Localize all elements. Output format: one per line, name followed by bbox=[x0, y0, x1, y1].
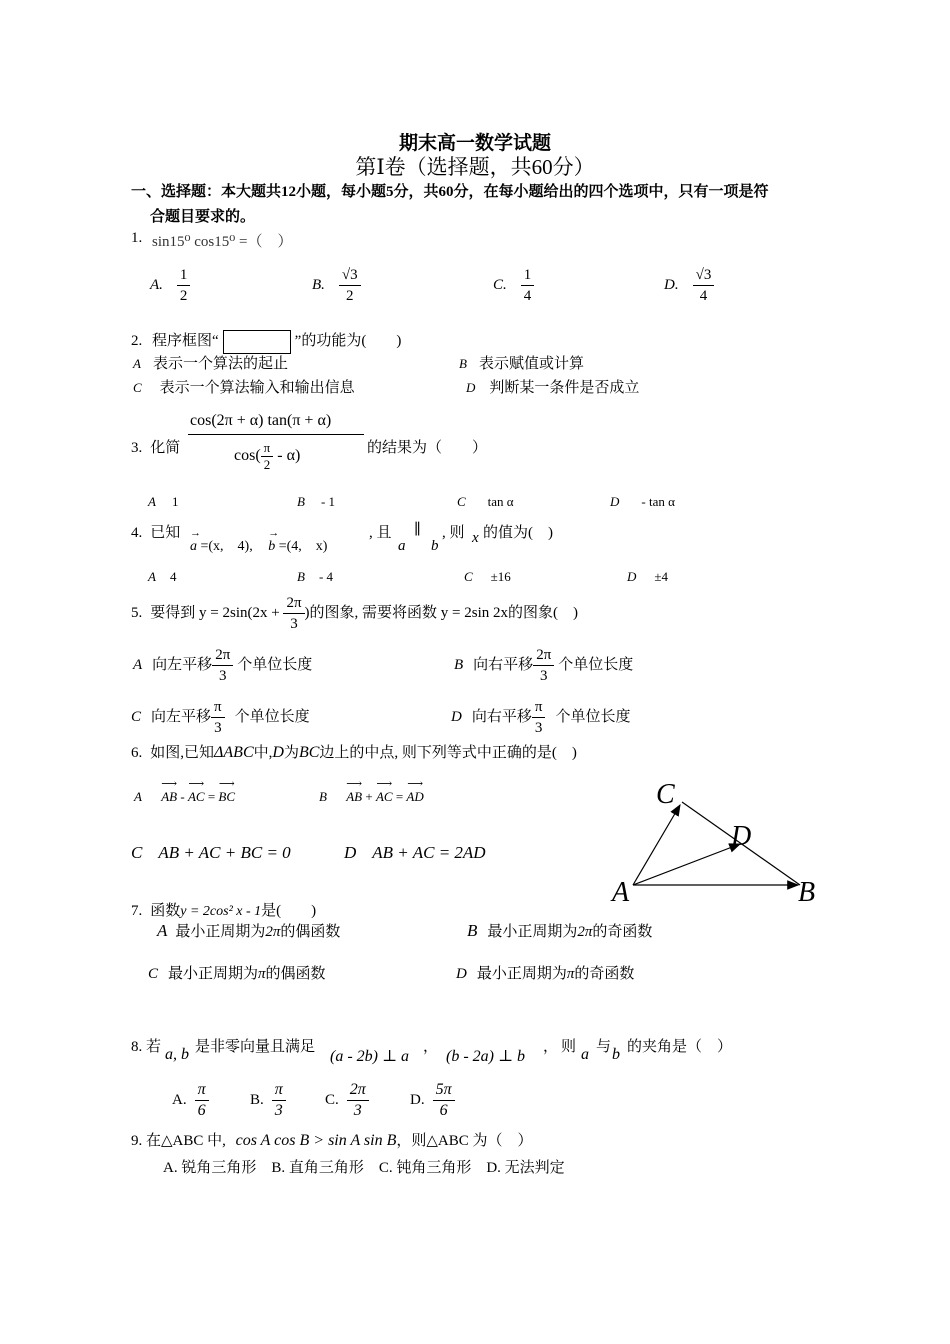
q2-stem: 2. 程序框图“ ”的功能为( ) bbox=[131, 329, 401, 354]
q7-option-b: B 最小正周期为2π的奇函数 bbox=[467, 921, 653, 940]
q8-b: b bbox=[612, 1046, 620, 1063]
q3-tail: 的结果为（ ） bbox=[367, 440, 488, 456]
section-heading: 一、选择题：本大题共12小题，每小题5分，共60分，在每小题给出的四个选项中，只有一项是符 bbox=[131, 184, 769, 200]
figure-label-c: C bbox=[656, 779, 675, 810]
q4-stem: 4. 已知 bbox=[131, 525, 181, 541]
q8-option-b: B. $\frac{\pi}{3}$ bbox=[250, 1080, 286, 1121]
q5-stem: 5. 要得到 y = 2sin(2x + $\frac{2\pi}{3}$ )的图象, 需要将函数 y = 2sin 2x的图象( ) bbox=[131, 595, 578, 632]
q6-option-a: A ⟶ AB - ⟶ AC = ⟶ BC bbox=[134, 789, 235, 805]
q8-stem3: 的夹角是（ ） bbox=[627, 1039, 733, 1055]
q8-option-c: C. $\frac{2\pi}{3}$ bbox=[325, 1080, 369, 1121]
segment-ac bbox=[633, 805, 680, 885]
q2-option-d: D 判断某一条件是否成立 bbox=[466, 380, 640, 396]
q7-stem: 7. 函数y = 2cos² x - 1是( ) bbox=[131, 903, 317, 919]
q7-option-d: D 最小正周期为π的奇函数 bbox=[456, 966, 635, 982]
q6-stem: 6. 如图,已知ΔABC中,D为BC边上的中点, 则下列等式中正确的是( ) bbox=[131, 744, 577, 761]
q5-option-d: D 向右平移 $\frac{\pi}{3}$ 个单位长度 bbox=[451, 699, 631, 736]
q1-option-b bbox=[312, 265, 361, 306]
q1-option-c bbox=[493, 265, 534, 306]
q4-par-sym: ∥ bbox=[414, 522, 421, 538]
q8-cond1: (a - 2b) ⊥ a bbox=[330, 1048, 410, 1065]
q1-option-c-label: C. bbox=[493, 277, 507, 294]
q8-stem1: 是非零向量且满足 bbox=[195, 1039, 316, 1055]
segment-ad bbox=[633, 844, 740, 885]
q1-option-c-value: $\frac{1}{4}$ bbox=[521, 265, 535, 306]
q3-numerator: cos(2π + α) tan(π + α) bbox=[190, 412, 332, 429]
q6-option-b: B ⟶ AB + ⟶ AC = ⟶ AD bbox=[319, 789, 424, 805]
q4-stem-mid2: , 则 bbox=[442, 525, 465, 541]
q8-yu: 与 bbox=[596, 1039, 612, 1055]
q3-option-c: C tan α bbox=[457, 494, 514, 509]
q4-option-a: A 4 bbox=[148, 569, 177, 584]
q8-stem2: 则 bbox=[561, 1039, 577, 1055]
q6-option-c: C AB + AC + BC = 0 bbox=[131, 843, 291, 862]
q8-comma2: ， bbox=[543, 1039, 559, 1055]
q8-a: a bbox=[581, 1046, 589, 1063]
q8-number: 8. 若 bbox=[131, 1039, 162, 1055]
q3-option-a: A 1 bbox=[148, 494, 179, 509]
figure-label-a: A bbox=[612, 877, 630, 908]
q3-fraction-bar bbox=[188, 434, 364, 435]
q7-option-c: C 最小正周期为π的偶函数 bbox=[148, 966, 326, 982]
q4-option-d: D ±4 bbox=[627, 569, 669, 584]
q4-par-b: b bbox=[431, 538, 439, 554]
q1-option-b-value: $\frac{√3}{2}$ bbox=[339, 265, 361, 306]
q8-cond2: (b - 2a) ⊥ b bbox=[446, 1048, 526, 1065]
q4-par-a: a bbox=[398, 538, 406, 554]
q3-option-d: D - tan α bbox=[610, 494, 675, 509]
q2-option-a: A 表示一个算法的起止 bbox=[133, 356, 288, 372]
q5-option-c: C 向左平移 $\frac{\pi}{3}$ 个单位长度 bbox=[131, 699, 310, 736]
flowchart-box bbox=[223, 330, 291, 354]
q9-condition: cos A cos B > sin A sin B bbox=[235, 1132, 397, 1149]
q4-option-b: B - 4 bbox=[297, 569, 334, 584]
q1-expression: sin15⁰ cos15⁰ =（ ） bbox=[152, 234, 293, 250]
q5-option-b: B 向右平移 $\frac{2\pi}{3}$ 个单位长度 bbox=[454, 647, 634, 684]
triangle-figure bbox=[600, 775, 840, 910]
page-subtitle: 第Ⅰ卷（选择题，共60分） bbox=[355, 155, 595, 179]
q1-option-a bbox=[150, 265, 190, 306]
q6-option-d: D AB + AC = 2AD bbox=[344, 843, 486, 862]
q8-comma1: ， bbox=[423, 1039, 439, 1055]
q2-option-b: B 表示赋值或计算 bbox=[459, 356, 584, 372]
q1-option-a-label: A. bbox=[150, 277, 163, 294]
q8-option-d: D. $\frac{5\pi}{6}$ bbox=[410, 1080, 455, 1121]
q9-options: A. 锐角三角形 B. 直角三角形 C. 钝角三角形 D. 无法判定 bbox=[163, 1160, 565, 1176]
q3-denominator: cos( $\frac{\pi}{2}$ - α) bbox=[234, 440, 301, 472]
figure-label-d: D bbox=[731, 821, 752, 852]
q1-option-a-value: $\frac{1}{2}$ bbox=[177, 265, 191, 306]
q3-number: 3. 化简 bbox=[131, 440, 181, 456]
q4-x: x bbox=[472, 530, 479, 546]
q4-vectors: → a =(x, 4), → b =(4, x) bbox=[190, 535, 327, 555]
q8-ab: a, b bbox=[165, 1046, 189, 1063]
q4-tail: 的值为( ) bbox=[483, 525, 553, 541]
q7-option-a: A 最小正周期为2π的偶函数 bbox=[157, 921, 341, 940]
q1-option-b-label: B. bbox=[312, 277, 325, 294]
q1-option-d-label: D. bbox=[664, 277, 679, 294]
page-title: 期末高一数学试题 bbox=[398, 133, 551, 154]
q1-option-d bbox=[664, 265, 714, 306]
q3-option-b: B - 1 bbox=[297, 494, 336, 509]
q4-stem-mid: , 且 bbox=[369, 525, 392, 541]
q5-option-a: A 向左平移 $\frac{2\pi}{3}$ 个单位长度 bbox=[133, 647, 313, 684]
q9-stem: 9. 在△ABC 中, cos A cos B > sin A sin B，则△ABC 为（ ） bbox=[131, 1132, 533, 1149]
q1-option-d-value: $\frac{√3}{4}$ bbox=[693, 265, 715, 306]
q2-option-c: C 表示一个算法输入和输出信息 bbox=[133, 380, 355, 396]
figure-label-b: B bbox=[798, 877, 816, 908]
section-heading-cont: 合题目要求的。 bbox=[150, 209, 256, 225]
q1-number: 1. bbox=[131, 230, 143, 246]
q4-option-c: C ±16 bbox=[464, 569, 511, 584]
q8-option-a: A. $\frac{\pi}{6}$ bbox=[172, 1080, 209, 1121]
